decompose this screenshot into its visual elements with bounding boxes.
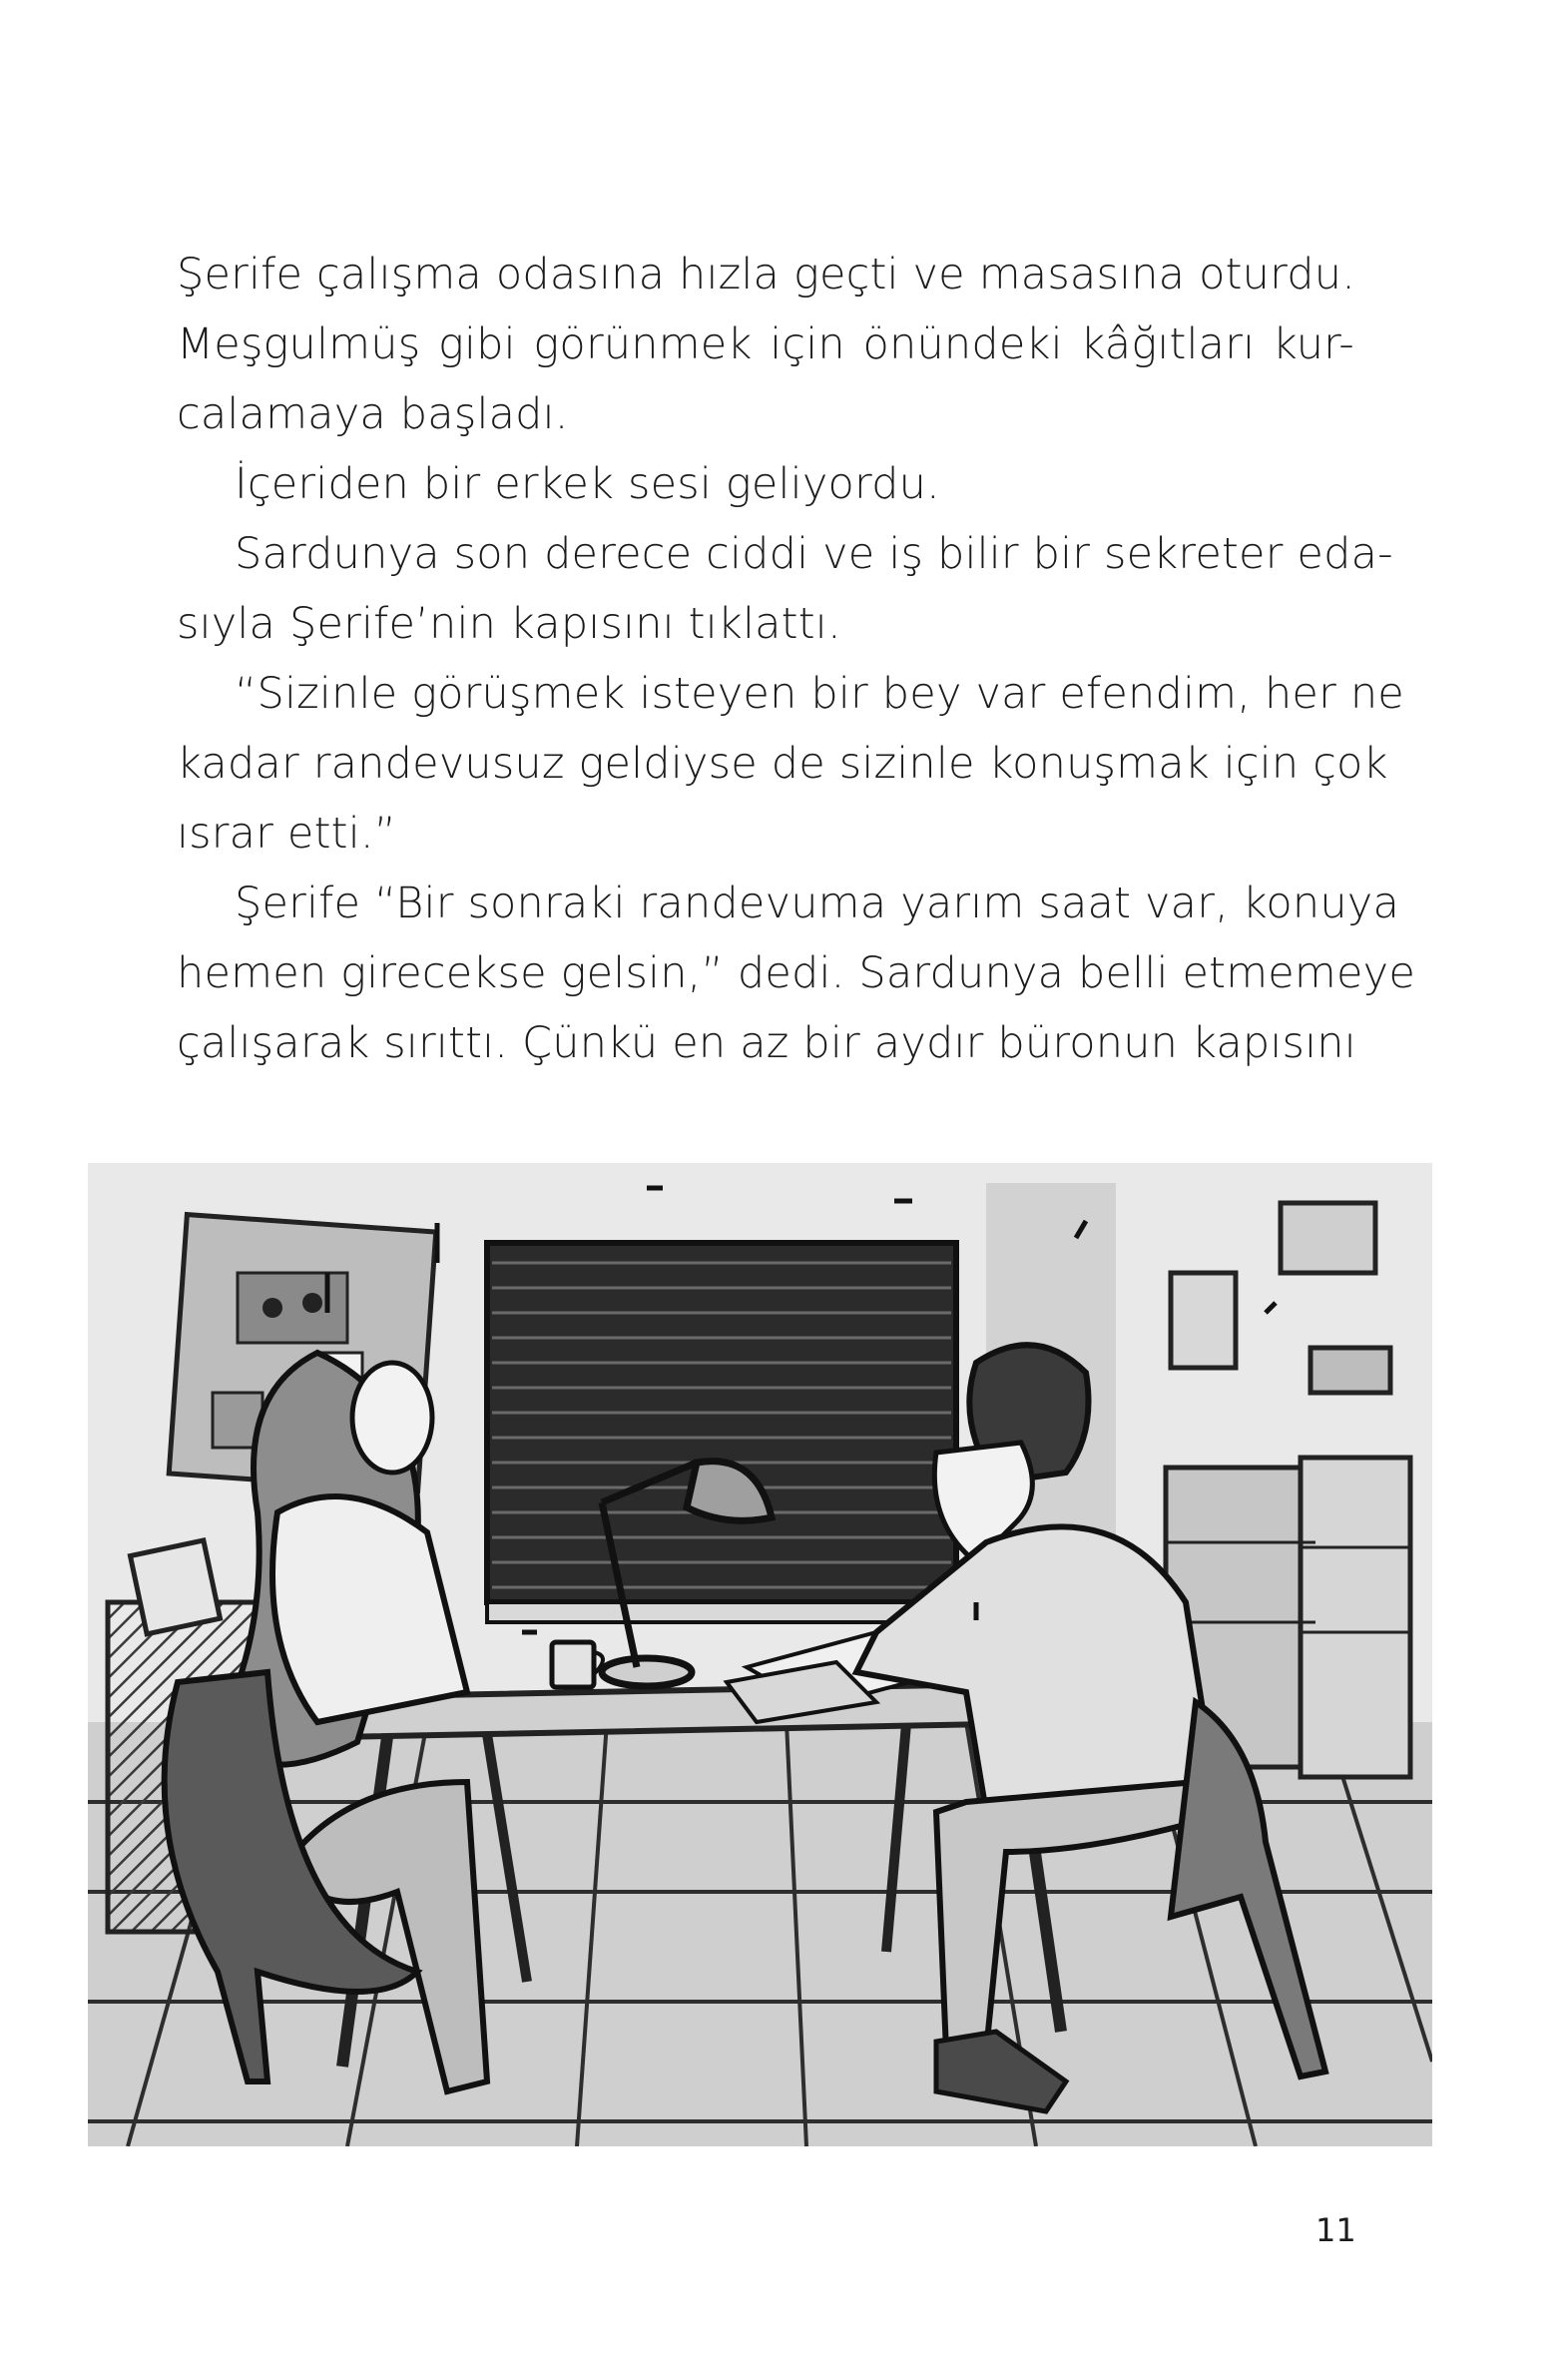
office-meeting-illustration xyxy=(88,1163,1432,2146)
text-line: Şerife çalışma odasına hızla geçti ve masasına oturdu. xyxy=(177,250,1356,299)
page-number: 11 xyxy=(1315,2211,1356,2249)
text-line: çalışarak sırıttı. Çünkü en az bir aydır büronun kapısını xyxy=(177,1018,1356,1068)
text-line: “Sizinle görüşmek isteyen bir bey var efendim, her ne xyxy=(235,669,1404,719)
text-line: İçeriden bir erkek sesi geliyordu. xyxy=(235,459,940,509)
text-line: Sardunya son derece ciddi ve iş bilir bir sekreter eda- xyxy=(235,529,1393,579)
photo-frame xyxy=(130,1540,220,1634)
window-blinds xyxy=(487,1243,956,1622)
text-line: ısrar etti.” xyxy=(177,809,397,859)
text-line: kadar randevusuz geldiyse de sizinle konuşmak için çok xyxy=(177,739,1388,789)
text-line: sıyla Şerife’nin kapısını tıklattı. xyxy=(177,599,841,649)
text-line: calamaya başladı. xyxy=(177,389,569,439)
text-line: Meşgulmüş gibi görünmek için önündeki kâğıtları kur- xyxy=(177,319,1354,369)
text-line: Şerife “Bir sonraki randevuma yarım saat var, konuya xyxy=(235,879,1399,928)
text-line: hemen girecekse gelsin,” dedi. Sardunya belli etmemeye xyxy=(177,948,1415,998)
mug xyxy=(552,1642,603,1687)
